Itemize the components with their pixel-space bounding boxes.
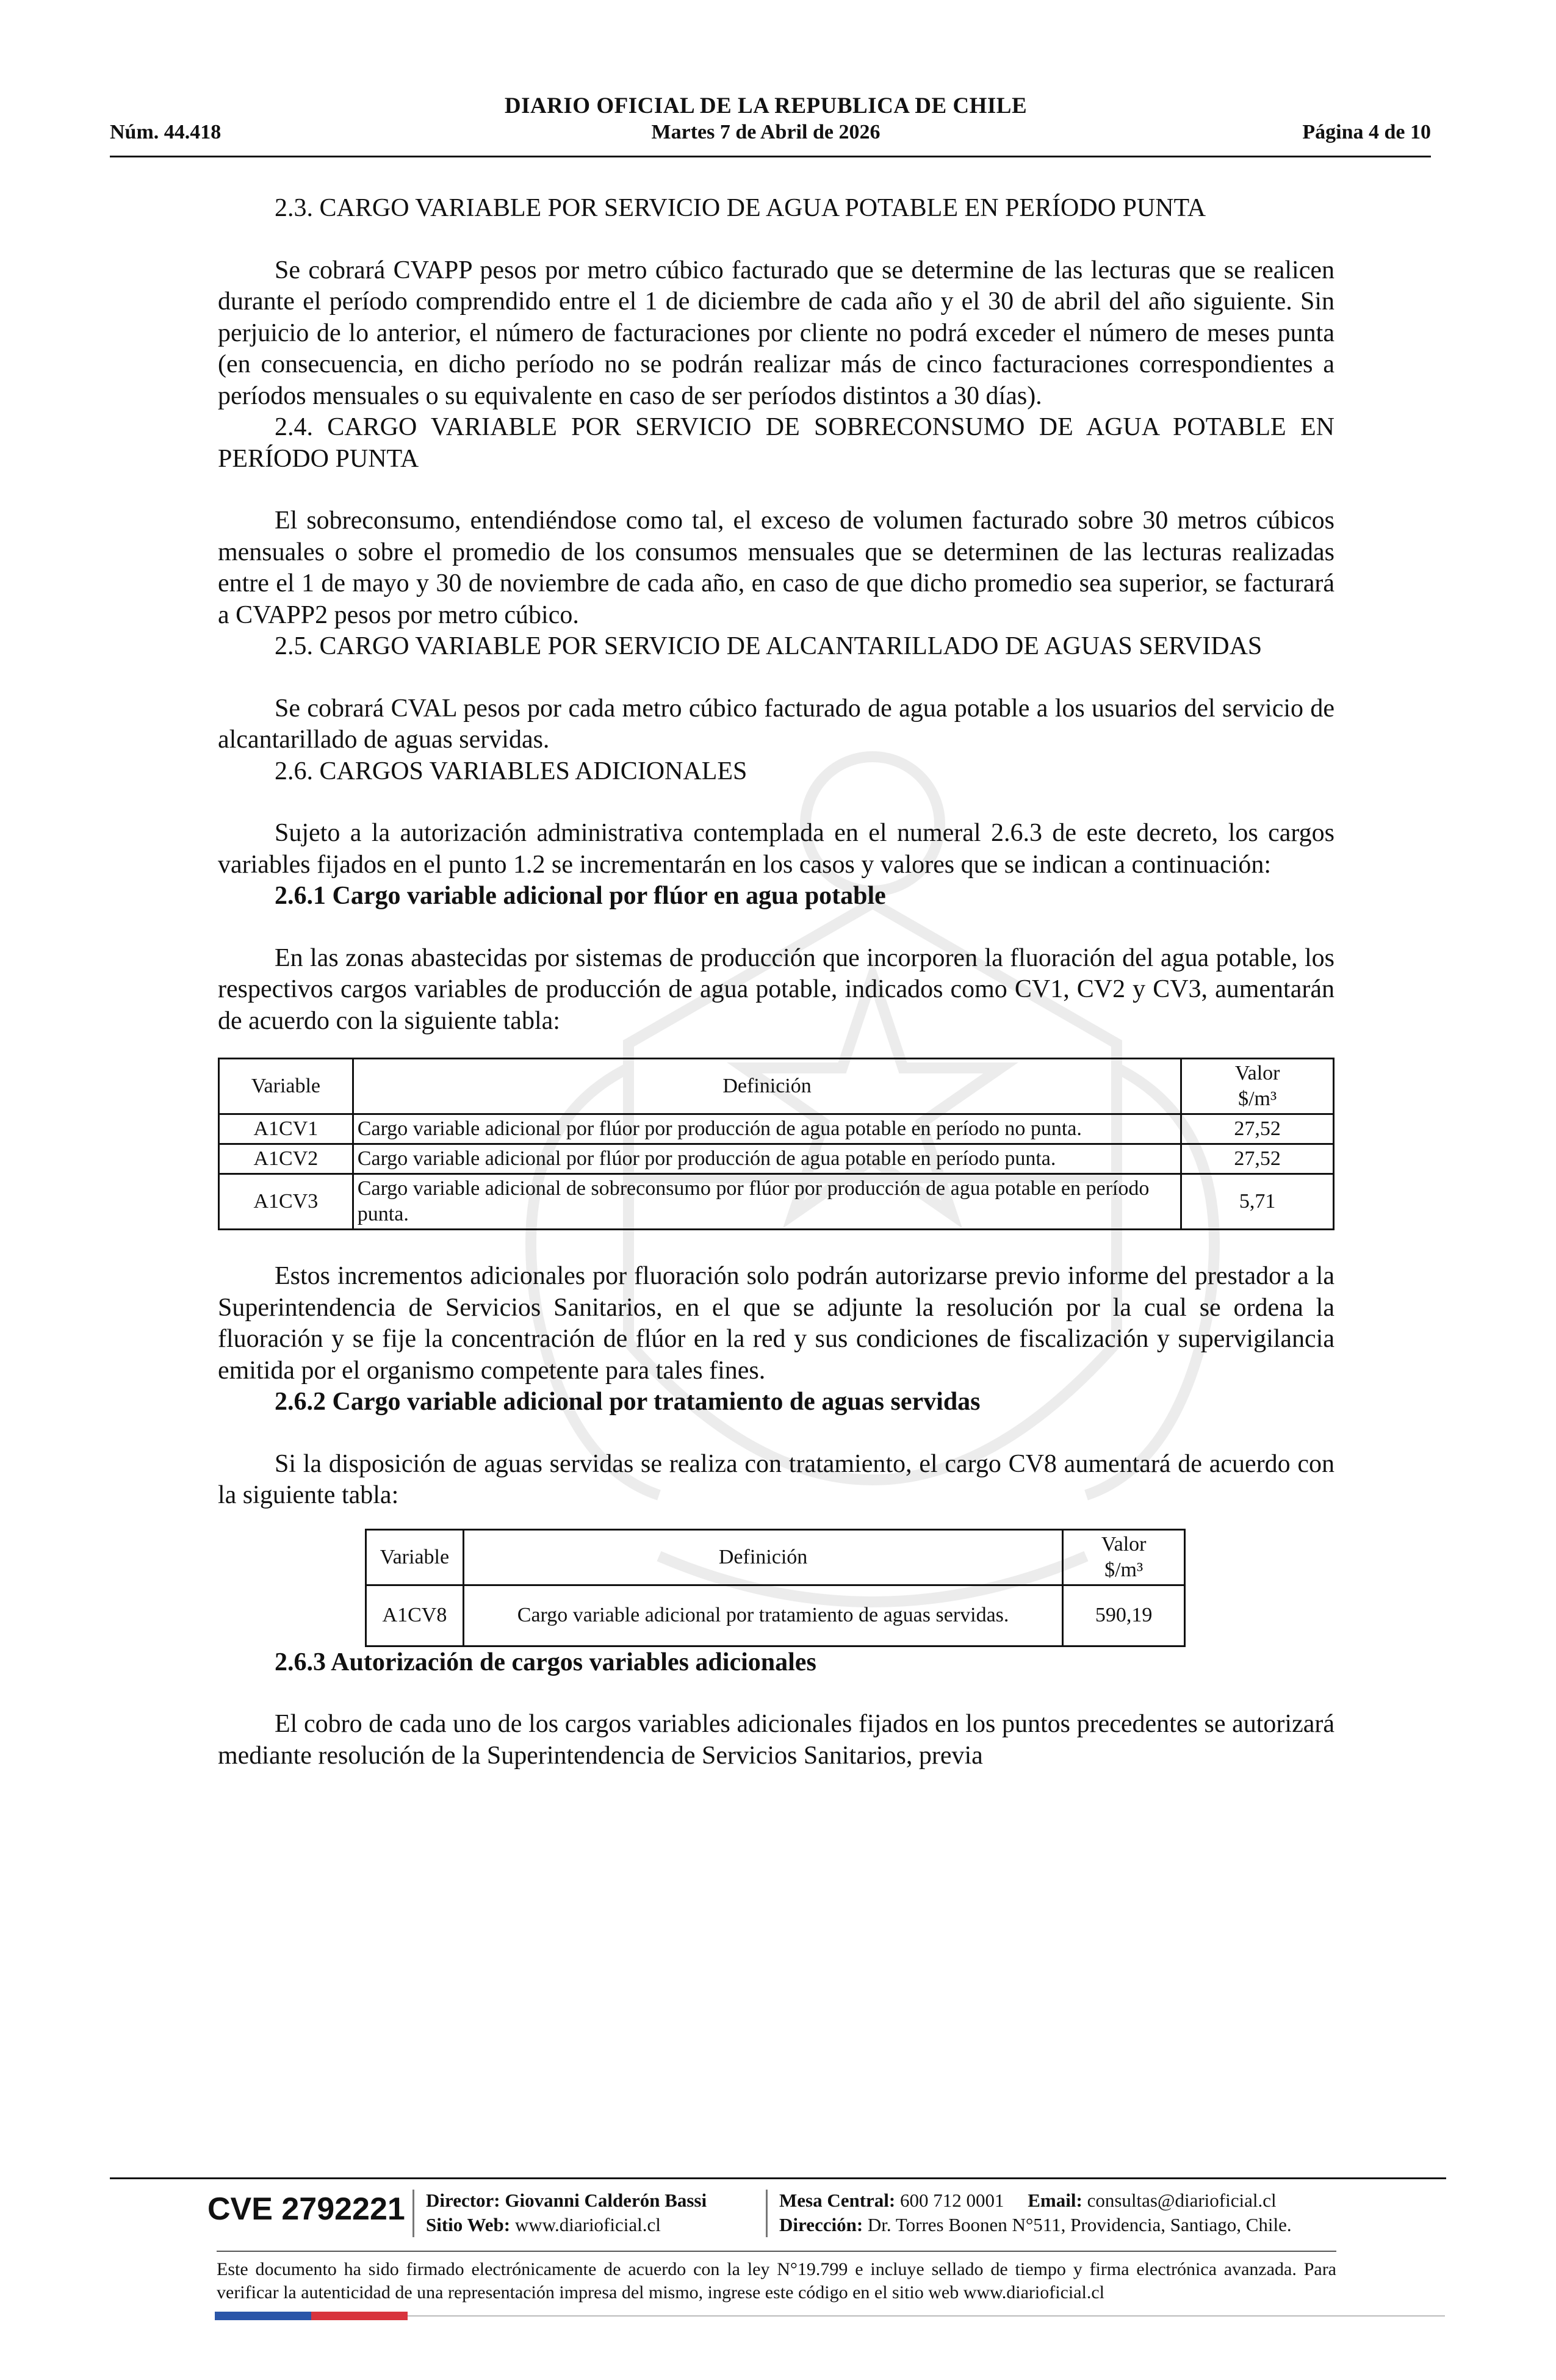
table-row [219, 1114, 1334, 1144]
footer-divider [110, 2177, 1446, 2179]
footer-separator [412, 2190, 414, 2237]
section-text-2-6-1-after: Estos incrementos adicionales por fluoración solo podrán autorizarse previo informe del prestador a la Superintendencia de Servicios Sanitarios, en el que se adjunte la resolución por la cual se ordena la fluoración y se fije la concentración de flúor en la red y sus condiciones de fiscalización y supervigilancia emitida por el organismo competente para tales fines. [218, 1262, 1334, 1385]
cell-definicion: Cargo variable adicional por flúor por producción de agua potable en período no punta. [353, 1114, 1181, 1144]
cell-valor: 5,71 [1181, 1174, 1334, 1230]
section-heading-2-3: 2.3. CARGO VARIABLE POR SERVICIO DE AGUA POTABLE EN PERÍODO PUNTA [275, 194, 1206, 222]
page-indicator: Página 4 de 10 [1302, 121, 1431, 143]
web-link[interactable]: www.diarioficial.cl [514, 2214, 661, 2235]
cell-definicion: Cargo variable adicional por tratamiento de aguas servidas. [463, 1585, 1062, 1646]
issue-number: Núm. 44.418 [110, 121, 222, 143]
section-text-2-5: Se cobrará CVAL pesos por cada metro cúbico facturado de agua potable a los usuarios del servicio de alcantarillado de aguas servidas. [218, 694, 1334, 754]
header-valor [1181, 1059, 1334, 1114]
table-header-row [219, 1059, 1334, 1114]
section-text-2-4: El sobreconsumo, entendiéndose como tal, el exceso de volumen facturado sobre 30 metros cúbicos mensuales o sobre el promedio de los consumos mensuales que se determinen de las lecturas realizadas entre el 1 de mayo y 30 de noviembre de cada año, en caso de que dicho promedio sea superior, se facturará a CVAPP2 pesos por metro cúbico. [218, 507, 1334, 629]
header-valor-label: Valor [1234, 1062, 1280, 1084]
section-text-2-6-2: Si la disposición de aguas servidas se realiza con tratamiento, el cargo CV8 aumentará de acuerdo con la siguiente tabla: [218, 1449, 1334, 1509]
table-row [219, 1174, 1334, 1230]
web-label: Sitio Web: [426, 2214, 511, 2235]
flag-blue-segment [215, 2312, 311, 2320]
section-heading-2-6: 2.6. CARGOS VARIABLES ADICIONALES [275, 757, 747, 785]
article-body [218, 193, 1334, 1772]
address-text: Dr. Torres Boonen N°511, Providencia, Santiago, Chile. [867, 2214, 1292, 2235]
header-variable: Variable [366, 1529, 464, 1585]
signature-note: Este documento ha sido firmado electrónicamente de acuerdo con la ley N°19.799 e incluye sellado de tiempo y firma electrónica avanzada. Para verificar la autenticidad de una representación impresa del mismo, ingrese este código en el sitio web www.diarioficial.cl [217, 2259, 1336, 2302]
issue-date: Martes 7 de Abril de 2026 [651, 121, 881, 143]
header-valor-unit: $/m³ [1238, 1087, 1277, 1110]
director-label: Director: [426, 2190, 500, 2211]
section-text-2-6-3: El cobro de cada uno de los cargos variables adicionales fijados en los puntos precedentes se autorizará mediante resolución de la Superintendencia de Servicios Sanitarios, previa [218, 1710, 1334, 1770]
section-heading-2-5: 2.5. CARGO VARIABLE POR SERVICIO DE ALCANTARILLADO DE AGUAS SERVIDAS [275, 632, 1262, 660]
cell-definicion: Cargo variable adicional de sobreconsumo por flúor por producción de agua potable en período punta. [353, 1174, 1181, 1230]
header-definicion: Definición [353, 1059, 1181, 1114]
cell-variable: A1CV3 [219, 1174, 353, 1230]
flag-red-segment [311, 2312, 408, 2320]
section-heading-2-6-1: 2.6.1 Cargo variable adicional por flúor en agua potable [275, 882, 886, 910]
cell-valor: 27,52 [1181, 1144, 1334, 1174]
director-name: Giovanni Calderón Bassi [505, 2190, 707, 2211]
section-text-2-6-1: En las zonas abastecidas por sistemas de producción que incorporen la fluoración del agua potable, los respectivos cargos variables de producción de agua potable, indicados como CV1, CV2 y CV3, aumentarán de acuerdo con la siguiente tabla: [218, 943, 1334, 1035]
table-row [219, 1144, 1334, 1174]
cell-variable: A1CV8 [366, 1585, 464, 1646]
section-text-2-3: Se cobrará CVAPP pesos por metro cúbico facturado que se determine de las lecturas que se realicen durante el período comprendido entre el 1 de diciembre de cada año y el 30 de abril del año siguiente. Sin perjuicio de lo anterior, el número de facturaciones por cliente no podrá exceder el número de meses punta (en consecuencia, en dicho período no se podrán realizar más de cinco facturaciones correspondientes a períodos mensuales o su equivalente en caso de ser períodos distintos a 30 días). [218, 256, 1334, 410]
section-heading-2-4: 2.4. CARGO VARIABLE POR SERVICIO DE SOBRECONSUMO DE AGUA POTABLE EN PERÍODO PUNTA [218, 413, 1334, 473]
header-definicion: Definición [463, 1529, 1062, 1585]
header-valor [1063, 1529, 1185, 1585]
footer-separator [766, 2190, 768, 2237]
cell-definicion: Cargo variable adicional por flúor por producción de agua potable en período punta. [353, 1144, 1181, 1174]
address-label: Dirección: [779, 2214, 863, 2235]
footer-contact-block [779, 2188, 1292, 2237]
cell-valor: 27,52 [1181, 1114, 1334, 1144]
treatment-charges-table [365, 1529, 1186, 1647]
header-valor-unit: $/m³ [1104, 1558, 1144, 1581]
cell-variable: A1CV2 [219, 1144, 353, 1174]
footer-director-block [426, 2188, 707, 2237]
section-text-2-6: Sujeto a la autorización administrativa contemplada en el numeral 2.6.3 de este decreto, los cargos variables fijados en el punto 1.2 se incrementarán en los casos y valores que se indican a continuación: [218, 819, 1334, 879]
chile-flag-bar [215, 2312, 408, 2320]
header-valor-label: Valor [1101, 1532, 1147, 1556]
email-label: Email: [1028, 2190, 1082, 2211]
cve-code: CVE 2792221 [207, 2191, 405, 2227]
newspaper-title: DIARIO OFICIAL DE LA REPUBLICA DE CHILE [504, 93, 1028, 118]
section-heading-2-6-3: 2.6.3 Autorización de cargos variables adicionales [275, 1648, 816, 1676]
table-row [366, 1585, 1185, 1646]
footer-bottom-line [408, 2315, 1445, 2317]
fluor-charges-table [218, 1058, 1334, 1230]
table-header-row [366, 1529, 1185, 1585]
mesa-phone: 600 712 0001 [900, 2190, 1004, 2211]
section-heading-2-6-2: 2.6.2 Cargo variable adicional por tratamiento de aguas servidas [275, 1388, 981, 1416]
header-variable: Variable [219, 1059, 353, 1114]
footer-inner-divider [217, 2251, 1336, 2252]
cell-valor: 590,19 [1063, 1585, 1185, 1646]
cell-variable: A1CV1 [219, 1114, 353, 1144]
mesa-label: Mesa Central: [779, 2190, 896, 2211]
header-divider [110, 156, 1431, 157]
email-link[interactable]: consultas@diarioficial.cl [1087, 2190, 1277, 2211]
